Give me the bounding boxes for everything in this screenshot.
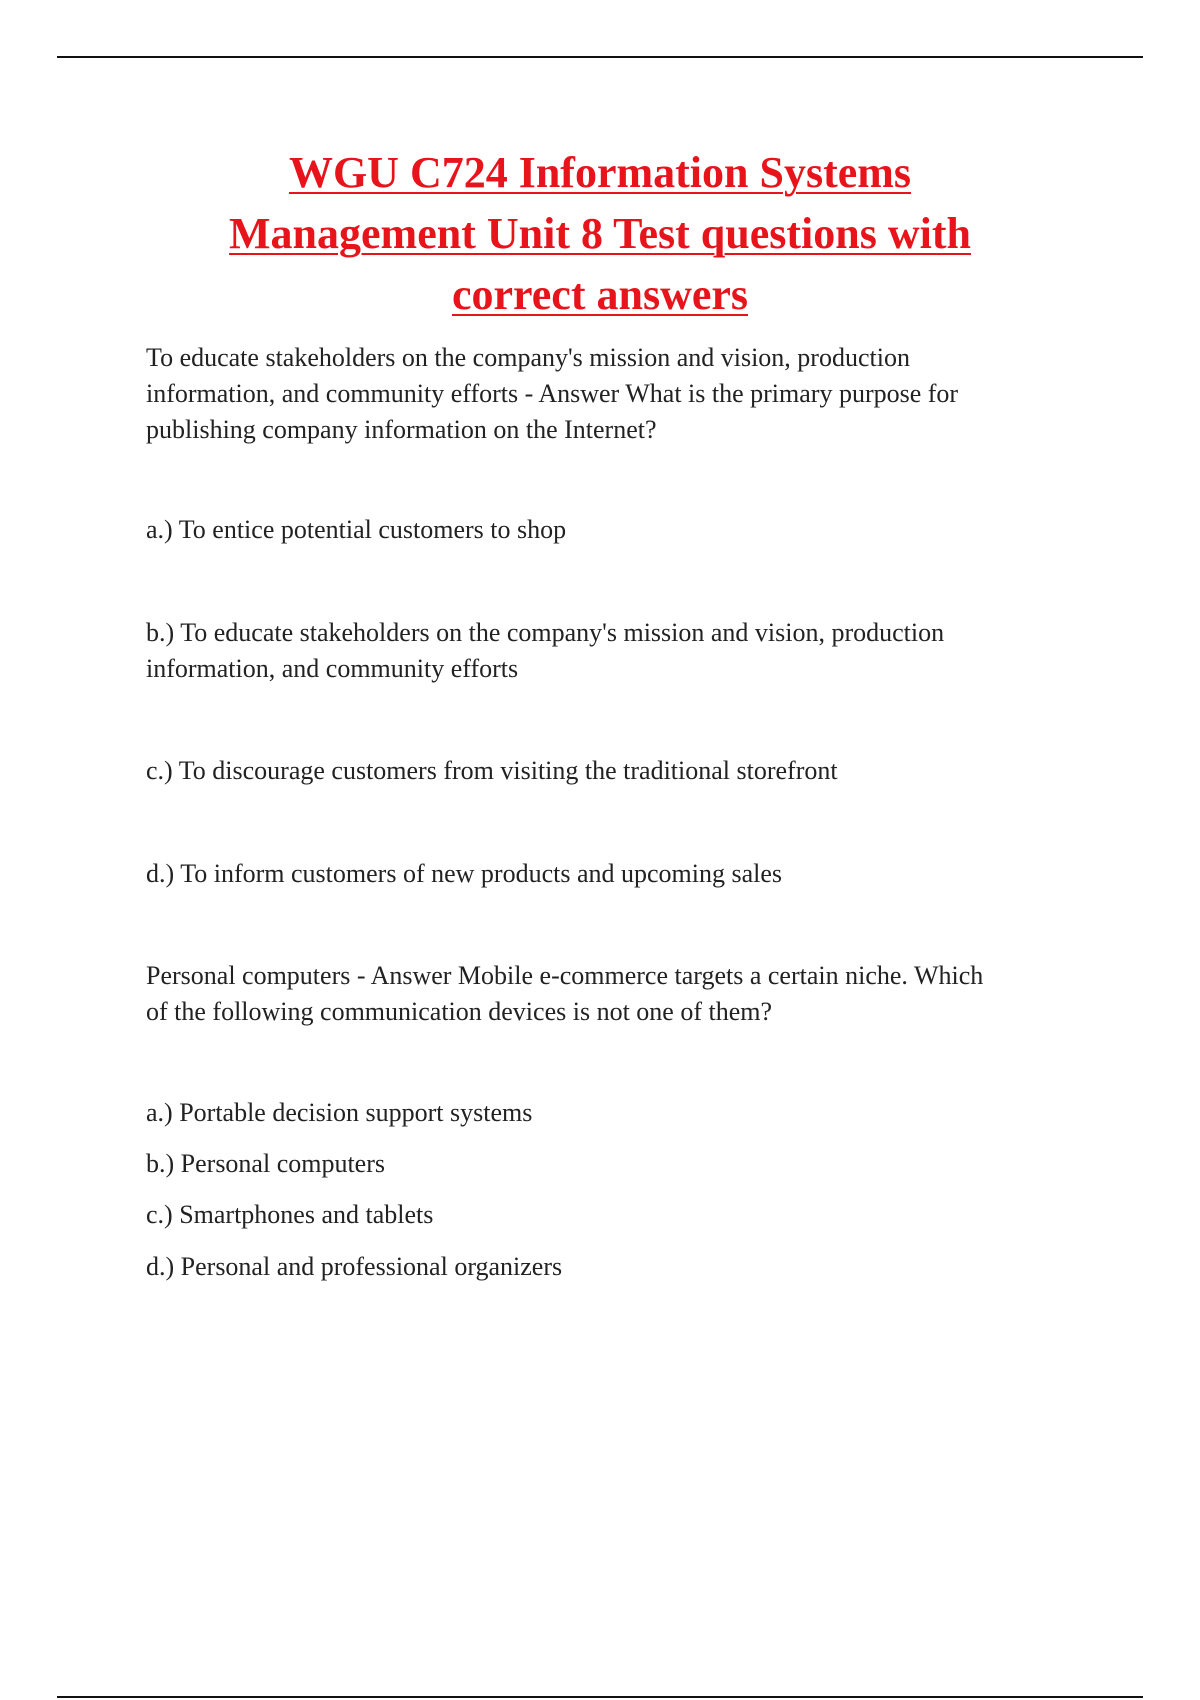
question-1-option-b: b.) To educate stakeholders on the company's mission and vision, production information, and community efforts xyxy=(146,618,945,683)
question-1-text: To educate stakeholders on the company's mission and vision, production information, and community efforts - Answer What is the primary purpose for publishing company information on the Internet? xyxy=(146,343,959,444)
question-1-option-d: d.) To inform customers of new products and upcoming sales xyxy=(146,859,783,888)
bottom-rule xyxy=(57,1696,1143,1698)
top-rule xyxy=(57,56,1143,58)
question-2-option-b: b.) Personal computers xyxy=(146,1149,386,1178)
question-2-option-c: c.) Smartphones and tablets xyxy=(146,1200,434,1229)
question-2-text: Personal computers - Answer Mobile e-commerce targets a certain niche. Which of the following communication devices is not one of them? xyxy=(146,961,984,1026)
question-1-option-c: c.) To discourage customers from visiting the traditional storefront xyxy=(146,756,838,785)
question-2-option-a: a.) Portable decision support systems xyxy=(146,1098,533,1127)
title-line-3: correct answers xyxy=(451,270,749,319)
title-line-1: WGU C724 Information Systems xyxy=(288,148,912,197)
title-line-2: Management Unit 8 Test questions with xyxy=(229,209,971,258)
question-2-option-d: d.) Personal and professional organizers xyxy=(146,1252,563,1281)
question-1-option-a: a.) To entice potential customers to shop xyxy=(146,515,567,544)
document-title xyxy=(100,142,1100,325)
